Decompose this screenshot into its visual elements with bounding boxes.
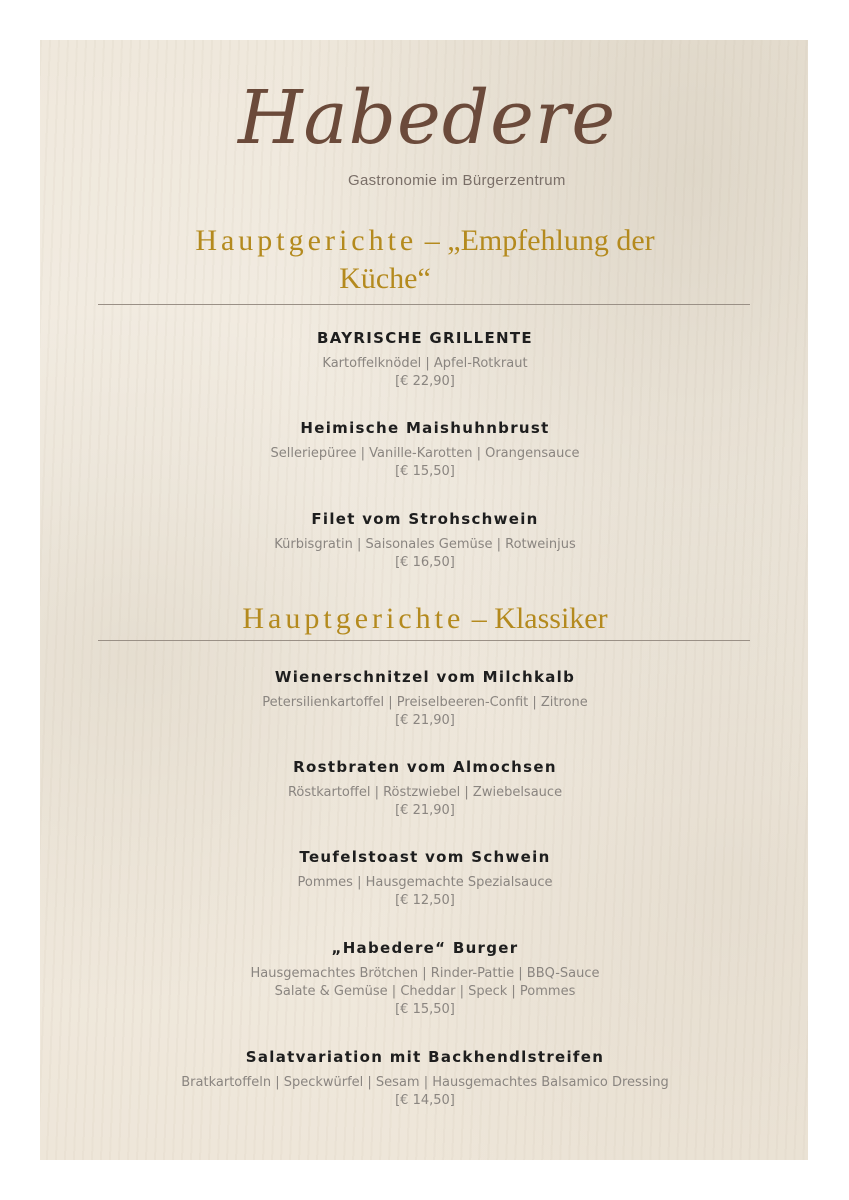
dish-item xyxy=(100,327,750,391)
menu-page xyxy=(40,40,808,1160)
dish-name: Salatvariation mit Backhendlstreifen xyxy=(245,1048,605,1066)
section-title-rest: – Klassiker xyxy=(464,602,608,635)
dish-name: „Habedere“ Burger xyxy=(331,939,519,957)
dish-price: [€ 21,90] xyxy=(395,713,455,728)
dish-price: [€ 12,50] xyxy=(395,893,455,908)
dish-price: [€ 21,90] xyxy=(395,803,455,818)
dish-name: Filet vom Strohschwein xyxy=(311,510,539,528)
dish-description: Kartoffelknödel | Apfel-Rotkraut xyxy=(322,356,528,371)
dish-item xyxy=(100,666,750,730)
restaurant-logo xyxy=(238,68,617,198)
dish-name: Heimische Maishuhnbrust xyxy=(300,419,550,437)
dish-description: Salate & Gemüse | Cheddar | Speck | Pommes xyxy=(274,984,576,999)
section-title-word: Hauptgerichte xyxy=(242,602,465,635)
section-title-empfehlung xyxy=(100,222,750,298)
section-divider xyxy=(98,640,750,641)
dish-price: [€ 14,50] xyxy=(395,1093,455,1108)
dish-description: Petersilienkartoffel | Preiselbeeren-Confit | Zitrone xyxy=(262,695,588,710)
logo-tagline: Gastronomie im Bürgerzentrum xyxy=(348,172,566,189)
dish-price: [€ 22,90] xyxy=(395,374,455,389)
section-divider xyxy=(98,304,750,305)
dish-description: Pommes | Hausgemachte Spezialsauce xyxy=(297,875,553,890)
section-title-klassiker xyxy=(100,600,750,638)
section-title-word: Hauptgerichte xyxy=(195,224,418,257)
dish-price: [€ 15,50] xyxy=(395,464,455,479)
dish-name: BAYRISCHE GRILLENTE xyxy=(317,329,533,347)
dish-price: [€ 15,50] xyxy=(395,1002,455,1017)
logo-wordmark: Habedere xyxy=(238,75,617,161)
dish-item xyxy=(100,937,750,1019)
dish-description: Röstkartoffel | Röstzwiebel | Zwiebelsauce xyxy=(287,785,563,800)
section-title-line2: Küche“ xyxy=(339,262,431,295)
dish-item xyxy=(100,508,750,572)
dish-item xyxy=(100,1046,750,1110)
dish-description: Bratkartoffeln | Speckwürfel | Sesam | Hausgemachtes Balsamico Dressing xyxy=(181,1075,669,1090)
dish-price: [€ 16,50] xyxy=(395,555,455,570)
dish-description: Kürbisgratin | Saisonales Gemüse | Rotweinjus xyxy=(274,537,576,552)
dish-name: Rostbraten vom Almochsen xyxy=(293,758,557,776)
section-title-rest: – „Empfehlung der xyxy=(417,224,655,257)
dish-item xyxy=(100,417,750,481)
dish-item xyxy=(100,846,750,910)
dish-description: Selleriepüree | Vanille-Karotten | Orangensauce xyxy=(270,446,580,461)
dish-description: Hausgemachtes Brötchen | Rinder-Pattie | BBQ-Sauce xyxy=(250,966,600,981)
dish-name: Wienerschnitzel vom Milchkalb xyxy=(274,668,576,686)
dish-item xyxy=(100,756,750,820)
dish-name: Teufelstoast vom Schwein xyxy=(299,848,551,866)
